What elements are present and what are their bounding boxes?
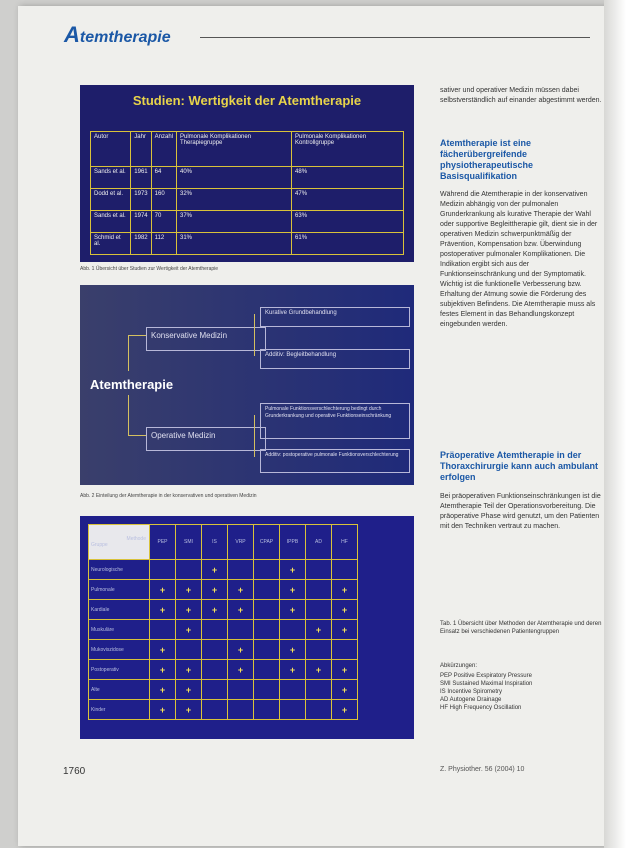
- matrix-cell: +: [176, 600, 202, 620]
- table-row: [91, 233, 404, 255]
- matrix-cell: +: [202, 580, 228, 600]
- matrix-row: [89, 700, 358, 720]
- matrix-column-header: SMI: [176, 525, 202, 560]
- table-cell: 70: [151, 211, 176, 233]
- matrix-column-header: CPAP: [254, 525, 280, 560]
- matrix-cell: +: [280, 600, 306, 620]
- branch-operativ: Operative Medizin: [146, 427, 266, 451]
- matrix-cell: +: [176, 680, 202, 700]
- matrix-cell: +: [150, 580, 176, 600]
- matrix-cell: [228, 620, 254, 640]
- branch-konservativ: Konservative Medizin: [146, 327, 266, 351]
- matrix-cell: +: [202, 600, 228, 620]
- table-cell: 40%: [177, 167, 292, 189]
- table-cell: 37%: [177, 211, 292, 233]
- table-cell: Dodd et al.: [91, 189, 131, 211]
- matrix-cell: [228, 700, 254, 720]
- matrix-cell: +: [150, 640, 176, 660]
- table-row: [91, 167, 404, 189]
- table-cell: 47%: [292, 189, 404, 211]
- header-rule: [200, 37, 590, 38]
- matrix-cell: [306, 700, 332, 720]
- matrix-header-row: [89, 525, 358, 560]
- table-header-cell: Anzahl: [151, 132, 176, 167]
- matrix-row: [89, 680, 358, 700]
- matrix-cell: [306, 580, 332, 600]
- table-cell: 64: [151, 167, 176, 189]
- matrix-cell: +: [332, 580, 358, 600]
- matrix-cell: +: [280, 660, 306, 680]
- table-note: Tab. 1 Übersicht über Methoden der Atemtherapie und deren Einsatz bei verschiedenen Patientengruppen: [440, 621, 602, 635]
- abbreviation-item: PEP Positive Exspiratory Pressure: [440, 673, 532, 679]
- matrix-cell: [280, 620, 306, 640]
- root-atemtherapie: Atemtherapie: [90, 377, 174, 392]
- matrix-cell: +: [202, 560, 228, 580]
- matrix-cell: [254, 640, 280, 660]
- abbreviation-item: AD Autogene Drainage: [440, 697, 502, 703]
- matrix-cell: [176, 560, 202, 580]
- matrix-cell: +: [332, 600, 358, 620]
- section-title: Atemtherapie: [64, 22, 171, 47]
- matrix-row-label: Alte: [89, 680, 150, 700]
- matrix-row: [89, 640, 358, 660]
- table-cell: 63%: [292, 211, 404, 233]
- matrix-column-header: IPPB: [280, 525, 306, 560]
- table-cell: 61%: [292, 233, 404, 255]
- matrix-cell: [254, 660, 280, 680]
- table-cell: 1982: [131, 233, 151, 255]
- matrix-row: [89, 620, 358, 640]
- abbreviation-item: HF High Frequency Oscillation: [440, 705, 522, 711]
- leaf-postoperativ: Additiv: postoperative pulmonale Funktionsverschlechterung: [260, 449, 410, 473]
- matrix-cell: [202, 620, 228, 640]
- table-cell: 112: [151, 233, 176, 255]
- figure-2-caption: Abb. 2 Einteilung der Atemtherapie in der konservativen und operativen Medizin: [80, 493, 257, 499]
- matrix-cell: [254, 560, 280, 580]
- matrix-cell: [254, 600, 280, 620]
- matrix-row-label: Kinder: [89, 700, 150, 720]
- matrix-cell: [306, 680, 332, 700]
- matrix-cell: +: [332, 620, 358, 640]
- table-cell: Sands et al.: [91, 167, 131, 189]
- matrix-cell: [254, 620, 280, 640]
- matrix-cell: +: [150, 700, 176, 720]
- table-header-cell: Pulmonale Komplikationen Therapiegruppe: [177, 132, 292, 167]
- matrix-column-header: IS: [202, 525, 228, 560]
- table-cell: 160: [151, 189, 176, 211]
- journal-citation: Z. Physiother. 56 (2004) 10: [440, 766, 525, 773]
- matrix-row-label: Pulmonale: [89, 580, 150, 600]
- matrix-cell: [150, 560, 176, 580]
- matrix-cell: +: [150, 660, 176, 680]
- matrix-cell: +: [228, 660, 254, 680]
- table-cell: 31%: [177, 233, 292, 255]
- matrix-cell: +: [306, 620, 332, 640]
- matrix-cell: +: [280, 640, 306, 660]
- table-cell: Schmid et al.: [91, 233, 131, 255]
- table-cell: 1974: [131, 211, 151, 233]
- matrix-row-label: Postoperativ: [89, 660, 150, 680]
- page-number: 1760: [63, 766, 86, 777]
- matrix-cell: [332, 560, 358, 580]
- matrix-cell: [306, 640, 332, 660]
- matrix-cell: [306, 560, 332, 580]
- matrix-cell: +: [280, 580, 306, 600]
- matrix-cell: +: [306, 660, 332, 680]
- matrix-cell: [280, 680, 306, 700]
- matrix-corner-cell: Methode Gruppe: [89, 525, 150, 560]
- matrix-cell: [254, 580, 280, 600]
- matrix-cell: [228, 680, 254, 700]
- matrix-column-header: AD: [306, 525, 332, 560]
- matrix-row-label: Mukoviszidose: [89, 640, 150, 660]
- connector: [128, 335, 129, 371]
- table-header-cell: Pulmonale Komplikationen Kontrollgruppe: [292, 132, 404, 167]
- matrix-row: [89, 660, 358, 680]
- matrix-cell: +: [228, 580, 254, 600]
- abbreviation-item: IS Incentive Spirometry: [440, 689, 503, 695]
- matrix-cell: +: [150, 600, 176, 620]
- matrix-cell: +: [332, 660, 358, 680]
- matrix-cell: [202, 680, 228, 700]
- intro-text: sativer und operativer Medizin müssen dabei selbstverständlich auf einander abgestimmt werden.: [440, 87, 602, 104]
- table-cell: Sands et al.: [91, 211, 131, 233]
- matrix-row: [89, 600, 358, 620]
- table-header-cell: Autor: [91, 132, 131, 167]
- page-edge: [604, 0, 626, 848]
- matrix-cell: +: [176, 620, 202, 640]
- matrix-column-header: HF: [332, 525, 358, 560]
- table-cell: 48%: [292, 167, 404, 189]
- heading-praeoperativ: Präoperative Atemtherapie in der Thoraxchirurgie kann auch ambulant erfolgen: [440, 450, 599, 482]
- matrix-cell: +: [176, 580, 202, 600]
- table-row: [91, 189, 404, 211]
- matrix-column-header: VRP: [228, 525, 254, 560]
- matrix-cell: [202, 660, 228, 680]
- matrix-row: [89, 580, 358, 600]
- matrix-cell: +: [176, 700, 202, 720]
- connector: [254, 415, 255, 457]
- abbreviations-title: Abkürzungen:: [440, 663, 478, 669]
- matrix-cell: [254, 680, 280, 700]
- paragraph-1: Während die Atemtherapie in der konservativen Medizin abhängig von der pulmonalen Grunderkrankung als kurative Therapie der Wahl oder supportive Begleittherapie gilt, dient sie in der operativen Medizin schwerpunktmäßig der Prävention, Kompensation bzw. Überwindung postoperativer pulmonaler Komplikationen. Die Indikation ergibt sich aus der Funktionseinschränkung und der Symptomatik. Wichtig ist die funktionelle Verbesserung bzw. Erhaltung der Atmung sowie die Förderung des subjektiven Befindens. Die Atemtherapie muss als festes Element in das Behandlungskonzept eingebunden werden.: [440, 191, 598, 328]
- studies-table: [90, 131, 404, 255]
- leaf-begleit: Additiv: Begleitbehandlung: [260, 349, 410, 369]
- matrix-cell: [228, 560, 254, 580]
- matrix-cell: [150, 620, 176, 640]
- figure-methods-matrix: [80, 516, 414, 739]
- leaf-kurative: Kurative Grundbehandlung: [260, 307, 410, 327]
- matrix-cell: [176, 640, 202, 660]
- matrix-cell: +: [228, 600, 254, 620]
- table-cell: 32%: [177, 189, 292, 211]
- connector: [128, 395, 129, 435]
- heading-basisqualifikation: Atemtherapie ist eine fächerübergreifende physiotherapeutische Basisqualifikation: [440, 138, 534, 181]
- matrix-cell: +: [228, 640, 254, 660]
- matrix-cell: [202, 700, 228, 720]
- matrix-cell: +: [150, 680, 176, 700]
- connector: [128, 435, 146, 436]
- table-cell: 1961: [131, 167, 151, 189]
- matrix-column-header: PEP: [150, 525, 176, 560]
- methods-matrix: [88, 524, 358, 720]
- leaf-pulmonal: Pulmonale Funktionsverschlechterung bedingt durch Grunderkrankung und operative Funktionseinschränkung: [260, 403, 410, 439]
- matrix-row-label: Kardiale: [89, 600, 150, 620]
- matrix-cell: +: [332, 680, 358, 700]
- abbreviation-item: SMI Sustained Maximal Inspiration: [440, 681, 533, 687]
- connector: [254, 314, 255, 356]
- matrix-cell: [254, 700, 280, 720]
- matrix-cell: [306, 600, 332, 620]
- table-cell: 1973: [131, 189, 151, 211]
- matrix-row-label: Muskuläre: [89, 620, 150, 640]
- matrix-cell: +: [176, 660, 202, 680]
- abbreviations-list: [440, 672, 603, 712]
- figure-diagram: [80, 285, 414, 485]
- matrix-cell: [332, 640, 358, 660]
- figure-1-title: Studien: Wertigkeit der Atemtherapie: [132, 93, 362, 108]
- matrix-cell: [280, 700, 306, 720]
- figure-studies-table: [80, 85, 414, 262]
- table-row: [91, 211, 404, 233]
- connector: [128, 335, 146, 336]
- paragraph-2: Bei präoperativen Funktionseinschränkungen ist die Atemtherapie Teil der Operationsvorbereitung. Die präoperative Phase wird genutzt, um den Patienten mit den Techniken vertraut zu machen.: [440, 493, 601, 530]
- matrix-cell: +: [280, 560, 306, 580]
- matrix-cell: +: [332, 700, 358, 720]
- matrix-row: [89, 560, 358, 580]
- table-header-cell: Jahr: [131, 132, 151, 167]
- figure-1-caption: Abb. 1 Übersicht über Studien zur Wertigkeit der Atemtherapie: [80, 266, 219, 272]
- matrix-cell: [202, 640, 228, 660]
- matrix-row-label: Neurologische: [89, 560, 150, 580]
